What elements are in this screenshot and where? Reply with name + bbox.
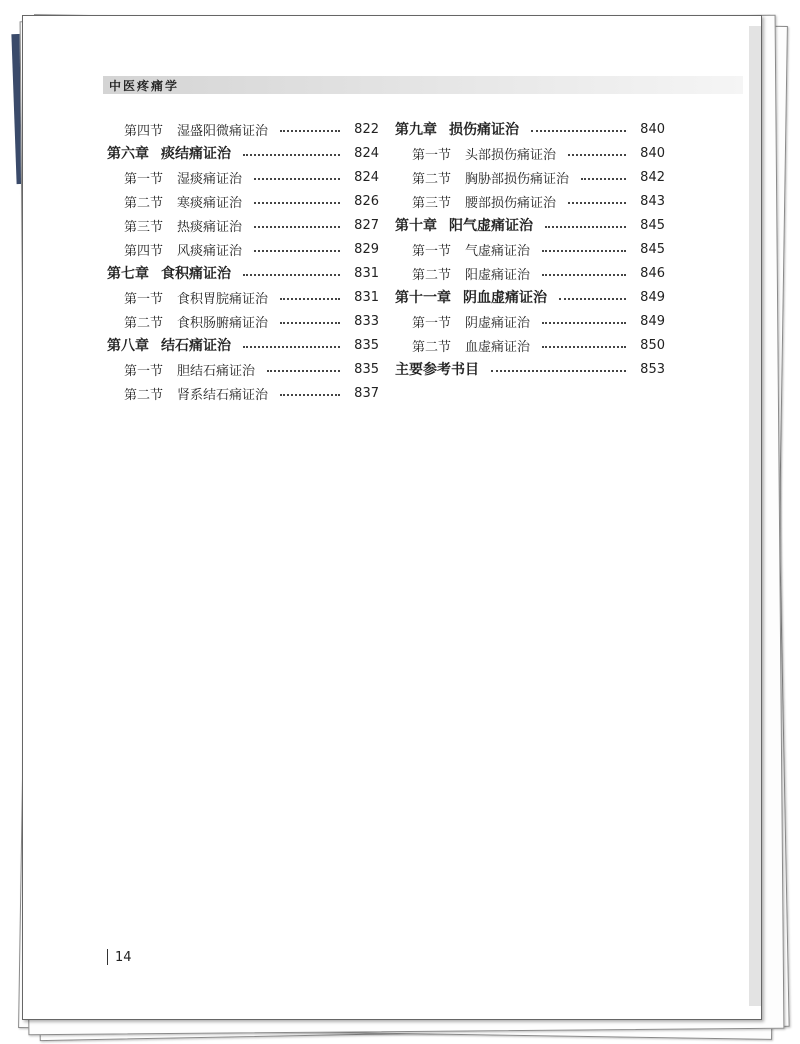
dot-leader [280,394,340,396]
dot-leader [568,154,626,156]
toc-entry-label: 第十一章 [395,290,451,306]
toc-chapter-entry[interactable] [395,117,665,141]
dot-leader [491,370,626,372]
toc-entry-label: 第二节 [412,339,452,355]
dot-leader [254,178,340,180]
page-number: 14 [115,950,132,965]
toc-entry-page: 849 [640,313,665,329]
dot-leader [254,250,340,252]
toc-section-entry[interactable] [107,309,379,333]
toc-entry-label: 第六章 [107,146,149,162]
toc-entry-title: 食积胃脘痛证治 [177,291,269,307]
dot-leader [280,298,340,300]
toc-entry-page: 822 [354,121,379,137]
toc-section-entry[interactable] [107,357,379,381]
toc-entry-page: 833 [354,313,379,329]
toc-entry-page: 850 [640,337,665,353]
toc-entry-page: 824 [354,145,379,161]
toc-entry-page: 843 [640,193,665,209]
dot-leader [542,274,626,276]
toc-entry-label: 第一节 [412,243,452,259]
toc-entry-title: 血虚痛证治 [465,339,531,355]
toc-entry-label: 第一节 [412,147,452,163]
toc-entry-page: 845 [640,241,665,257]
dot-leader [542,322,626,324]
toc-entry-label: 第四节 [124,243,164,259]
toc-entry-title: 阳气虚痛证治 [449,218,533,234]
toc-entry-label: 第三节 [412,195,452,211]
toc-entry-page: 835 [354,361,379,377]
toc-section-entry[interactable] [107,189,379,213]
dot-leader [243,346,340,348]
toc-entry-title: 头部损伤痛证治 [465,147,557,163]
toc-entry-page: 826 [354,193,379,209]
dot-leader [254,226,340,228]
page-scroll-strip[interactable] [749,26,761,1006]
toc-entry-label: 第十章 [395,218,437,234]
toc-entry-title: 阳虚痛证治 [465,267,531,283]
toc-entry-page: 835 [354,337,379,353]
toc-entry-label: 第九章 [395,122,437,138]
toc-entry-title: 腰部损伤痛证治 [465,195,557,211]
dot-leader [243,154,340,156]
toc-section-entry[interactable] [107,237,379,261]
toc-entry-title: 肾系结石痛证治 [177,387,269,403]
dot-leader [280,130,340,132]
toc-entry-page: 824 [354,169,379,185]
toc-chapter-entry[interactable] [107,141,379,165]
toc-entry-title: 热痰痛证治 [177,219,243,235]
toc-entry-page: 840 [640,145,665,161]
toc-entry-title: 痰结痛证治 [161,146,231,162]
toc-entry-title: 湿盛阳微痛证治 [177,123,269,139]
toc-chapter-entry[interactable] [107,261,379,285]
toc-entry-label: 第一节 [124,363,164,379]
dot-leader [568,202,626,204]
toc-entry-title: 胆结石痛证治 [177,363,256,379]
running-header [103,76,743,94]
toc-entry-page: 837 [354,385,379,401]
toc-entry-page: 831 [354,265,379,281]
book-title: 中医疼痛学 [109,79,180,93]
toc-entry-label: 第二节 [412,267,452,283]
toc-section-entry[interactable] [107,117,379,141]
toc-section-entry[interactable] [395,141,665,165]
toc-entry-label: 第二节 [124,387,164,403]
toc-section-entry[interactable] [395,261,665,285]
toc-chapter-entry[interactable] [395,213,665,237]
toc-entry-page: 829 [354,241,379,257]
toc-entry-label: 第七章 [107,266,149,282]
toc-section-entry[interactable] [107,285,379,309]
dot-leader [267,370,340,372]
toc-entry-title: 食积肠腑痛证治 [177,315,269,331]
toc-entry-page: 842 [640,169,665,185]
dot-leader [243,274,340,276]
toc-entry-label: 第二节 [412,171,452,187]
toc-entry-page: 831 [354,289,379,305]
toc-entry-title: 主要参考书目 [395,362,479,378]
toc-entry-label: 第四节 [124,123,164,139]
toc-column-left [107,117,379,405]
toc-entry-title: 阴虚痛证治 [465,315,531,331]
toc-page [22,15,762,1020]
toc-section-entry[interactable] [395,165,665,189]
toc-entry-page: 840 [640,121,665,137]
toc-section-entry[interactable] [395,237,665,261]
toc-entry-title: 阴血虚痛证治 [463,290,547,306]
toc-entry-title: 寒痰痛证治 [177,195,243,211]
toc-section-entry[interactable] [107,213,379,237]
dot-leader [531,130,626,132]
toc-section-entry[interactable] [107,381,379,405]
dot-leader [542,250,626,252]
toc-entry-page: 853 [640,361,665,377]
toc-chapter-entry[interactable] [395,285,665,309]
toc-entry-title: 损伤痛证治 [449,122,519,138]
toc-entry-label: 第二节 [124,315,164,331]
toc-chapter-entry[interactable] [107,333,379,357]
dot-leader [254,202,340,204]
toc-section-entry[interactable] [395,333,665,357]
toc-entry-label: 第一节 [412,315,452,331]
dot-leader [542,346,626,348]
toc-entry-title: 胸胁部损伤痛证治 [465,171,570,187]
toc-entry-label: 第三节 [124,219,164,235]
toc-entry-label: 第二节 [124,195,164,211]
toc-entry-title: 结石痛证治 [161,338,231,354]
toc-entry-page: 845 [640,217,665,233]
toc-entry-title: 湿痰痛证治 [177,171,243,187]
toc-section-entry[interactable] [395,189,665,213]
toc-entry-label: 第一节 [124,291,164,307]
toc-entry-title: 食积痛证治 [161,266,231,282]
dot-leader [545,226,626,228]
dot-leader [581,178,626,180]
dot-leader [280,322,340,324]
toc-chapter-entry[interactable] [395,357,665,381]
toc-entry-page: 827 [354,217,379,233]
toc-entry-title: 气虚痛证治 [465,243,531,259]
toc-entry-label: 第八章 [107,338,149,354]
toc-section-entry[interactable] [395,309,665,333]
toc-entry-title: 风痰痛证治 [177,243,243,259]
footer-rule [107,949,108,965]
toc-column-right [395,117,665,381]
toc-section-entry[interactable] [107,165,379,189]
toc-entry-page: 849 [640,289,665,305]
toc-entry-label: 第一节 [124,171,164,187]
dot-leader [559,298,626,300]
toc-entry-page: 846 [640,265,665,281]
